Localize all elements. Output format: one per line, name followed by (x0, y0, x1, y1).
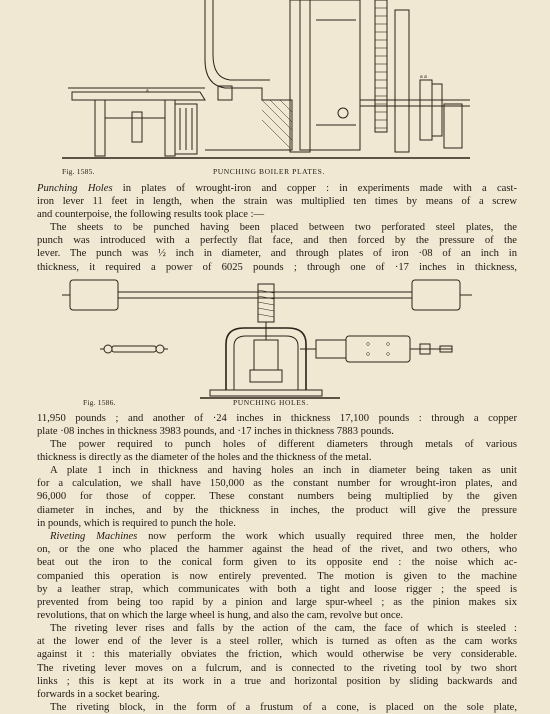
run-in-heading: Riveting Machines (50, 531, 138, 542)
run-in-heading: Punching Holes (37, 183, 113, 194)
figure-title-1586 (233, 398, 309, 407)
text-run: in plates of wrought-iron and copper : in experiments made with a cast- (112, 183, 517, 194)
text-line: punch was introduced with a perfectly flat face, and then forced by the pressure of the (37, 235, 517, 247)
text-run: now perform the work which usually required three men, the holder (137, 531, 518, 542)
text-line: The riveting lever moves on a fulcrum, and is connected to the riveting tool by two short (37, 662, 517, 674)
text-line (37, 530, 517, 543)
paragraph-riveting-machines (37, 530, 517, 622)
figure-punching-boiler-plates (0, 0, 550, 180)
text-line: The riveting lever rises and falls by the action of the cam, the face of which is steeled : (50, 623, 517, 634)
figure-caption-1585 (62, 167, 95, 176)
text-line: beat out the iron to the conical form given to its opposite end : the noise which ac- (37, 557, 517, 569)
text-line: revolutions, that on which the large wheel is hung, and also the cam, revolve but once. (37, 610, 404, 622)
figure-title: PUNCHING HOLES. (233, 398, 309, 407)
paragraph-riveting-lever-tail (37, 688, 517, 714)
figure-title-1585 (213, 167, 325, 176)
text-line: and counterpoise, the following results took place :— (37, 209, 265, 221)
text-line: forwards in a socket bearing. (37, 689, 160, 700)
text-line: prevented from being too rapid by a pinion and large spur-wheel ; as the pinion makes six (37, 597, 517, 609)
paragraph-plate-unit (37, 464, 517, 530)
text-line: for a calculation, we shall have 150,000 as the constant number for wrought-iron plates, and (37, 478, 517, 490)
text-line: at the lower end of the lever is a steel roller, which is turned as often as the cam works (37, 636, 517, 648)
text-line: diameter in inches, and by the thickness in inches, the product will give the pressure (37, 504, 517, 516)
text-line: lever. The punch was ½ inch in diameter, and through plates of iron ·08 of an inch in (37, 248, 517, 260)
text-line: plate ·08 inches in thickness 3983 pounds, and ·17 inches in thickness 7883 pounds. (37, 426, 394, 438)
paragraph-punching-holes (37, 182, 517, 222)
text-line: links ; this is kept at its work in a true and horizontal position by sliding backwards and (37, 675, 517, 687)
punching-holes-drawing (0, 274, 550, 412)
paragraph-pounds-continued (37, 412, 517, 438)
paragraph-riveting-lever (37, 622, 517, 688)
figure-number: Fig. 1586. (83, 398, 116, 407)
text-line: on, or the one who placed the hammer against the head of the rivet, and two others, who (37, 544, 517, 556)
text-line (37, 182, 517, 195)
text-line: The power required to punch holes of different diameters through metals of various (50, 439, 517, 450)
text-line: iron lever 11 feet in length, when the strain was multiplied ten times by means of a screw (37, 196, 517, 208)
punching-machine-drawing (0, 0, 550, 180)
text-line: by a leather strap, which communicates with both a tight and loose rigger ; the speed is (37, 583, 517, 595)
text-line: 11,950 pounds ; and another of ·24 inches in thickness 17,100 pounds : through a copper (37, 413, 517, 424)
text-line: The sheets to be punched having been placed between two perforated steel plates, the (50, 222, 517, 233)
paragraph-sheets-punched (37, 221, 517, 274)
figure-number: Fig. 1585. (62, 167, 95, 176)
figure-label-a: a (146, 88, 149, 94)
text-line: thickness, it required a power of 6025 pounds ; through one of ·17 inches in thickness, (37, 261, 517, 273)
figure-punching-holes (0, 274, 550, 412)
paragraph-power-required (37, 438, 517, 464)
figure-caption-1586 (83, 398, 116, 407)
text-line: against it : this materially obviates the friction, which would otherwise be very considerable. (37, 649, 517, 661)
text-line: A plate 1 inch in thickness and having holes an inch in diameter being taken as unit (50, 465, 517, 476)
text-line: in pounds, which is required to punch the hole. (37, 517, 236, 529)
figure-title: PUNCHING BOILER PLATES. (213, 167, 325, 176)
figure-label-aa: a a (420, 74, 427, 80)
text-line: 96,000 for those of copper. These constant numbers being multiplied by the given (37, 491, 517, 503)
text-line: thickness is directly as the diameter of the holes and the thickness of the metal. (37, 452, 372, 464)
text-line: The riveting block, in the form of a frustum of a cone, is placed on the sole plate, (50, 702, 517, 714)
text-line: companied this operation is now entirely prevented. The motion is given to the machine (37, 570, 517, 582)
